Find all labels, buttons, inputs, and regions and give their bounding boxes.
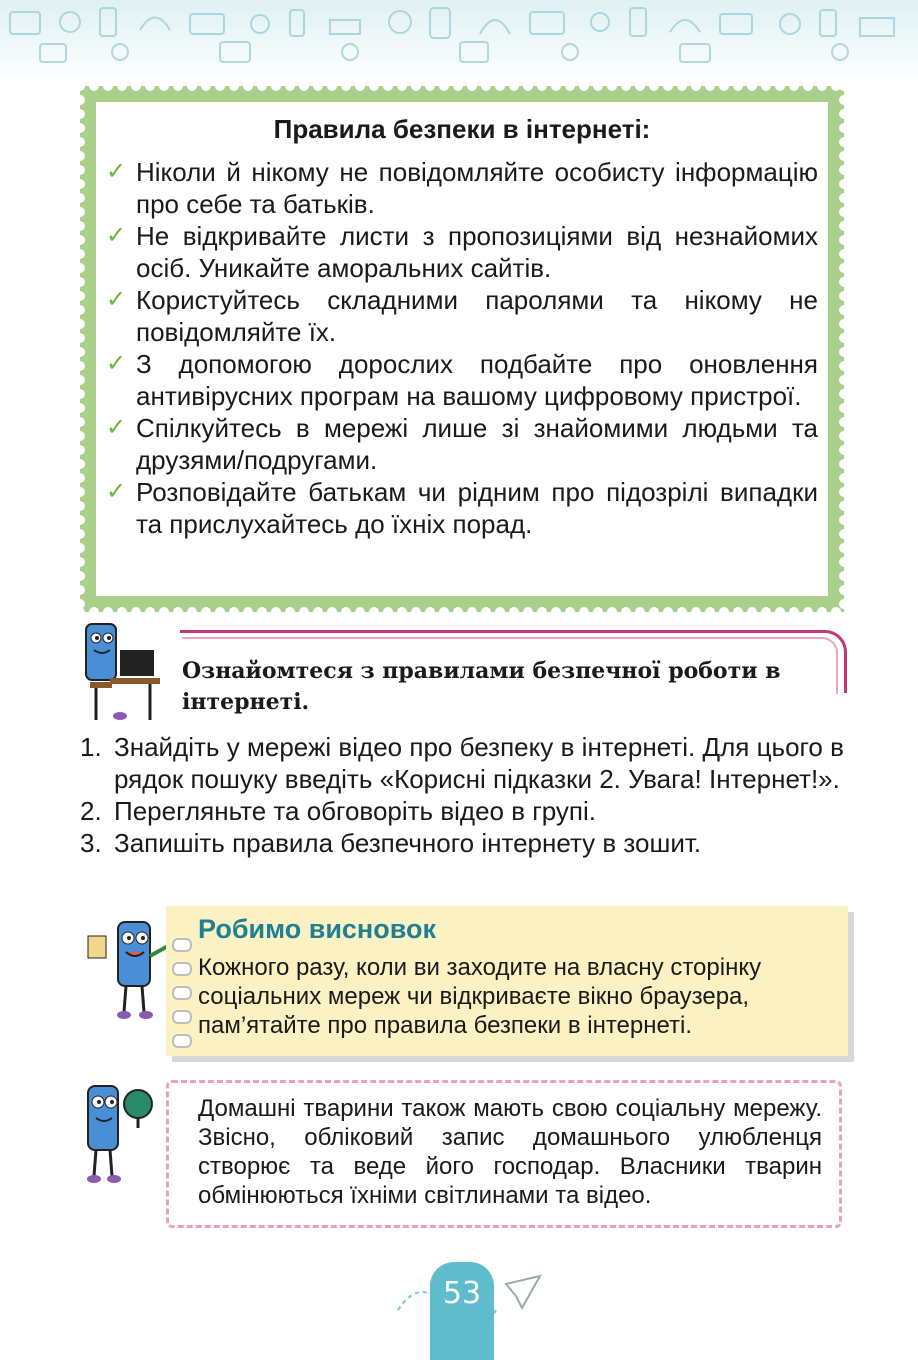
rule-item: ✓ З допомогою дорослих подбайте про оновлення антивірусних програм на вашому цифровому пристрої. [106, 349, 818, 411]
mascot-notebook-icon [84, 916, 174, 1022]
page-number: 53 [442, 1276, 482, 1311]
gadgets-pattern-icon [0, 0, 918, 80]
conclusion-title: Робимо висновок [198, 914, 436, 944]
step-item: 2. Перегляньте та обговоріть відео в групі. [80, 796, 596, 826]
binder-ring [172, 986, 192, 1000]
rule-item: ✓ Розповідайте батькам чи рідним про підозрілі випадки та прислухайтесь до їхніх порад. [106, 477, 818, 539]
fact-text: Домашні тварини також мають свою соціальну мережу. Звісно, обліковий запис домашнього улюбленця створює та веде його господар. Власники тварин обмінюються їхніми світлинами та відео. [198, 1095, 822, 1209]
check-icon: ✓ [106, 222, 127, 249]
rule-item: ✓ Не відкривайте листи з пропозиціями від незнайомих осіб. Уникайте аморальних сайтів. [106, 221, 818, 283]
check-icon: ✓ [106, 286, 127, 313]
mascot-computer-icon [80, 620, 170, 724]
mascot-globe-icon [80, 1080, 160, 1186]
conclusion-text: Кожного разу, коли ви заходите на власну сторінку соціальних мереж чи відкриваєте вікно браузера, пам’ятайте про правила безпеки в інтернеті. [198, 954, 762, 1039]
step-item: 1. Знайдіть у мережі відео про безпеку в інтернеті. Для цього в рядок пошуку введіть «Корисні підказки 2. Увага! Інтернет!». [80, 732, 844, 794]
check-icon: ✓ [106, 158, 127, 185]
header-gadgets-pattern [0, 0, 918, 80]
steps-list [80, 731, 844, 859]
task-instruction: Ознайомтеся з правилами безпечної роботи в інтернеті. [182, 658, 781, 715]
binder-ring [172, 1034, 192, 1048]
rule-item: ✓ Спілкуйтесь в мережі лише зі знайомими людьми та друзями/подругами. [106, 413, 818, 475]
rules-list [104, 156, 818, 540]
check-icon: ✓ [106, 350, 127, 377]
rule-item: ✓ Ніколи й нікому не повідомляйте особисту інформацію про себе та батьків. [106, 157, 818, 219]
rule-item: ✓ Користуйтесь складними паролями та нікому не повідомляйте їх. [106, 285, 818, 347]
binder-ring [172, 1010, 192, 1024]
step-item: 3. Запишіть правила безпечного інтернету в зошит. [80, 828, 702, 858]
check-icon: ✓ [106, 478, 127, 505]
binder-ring [172, 962, 192, 976]
rules-title: Правила безпеки в інтернеті: [273, 114, 651, 144]
binder-ring [172, 938, 192, 952]
check-icon: ✓ [106, 414, 127, 441]
